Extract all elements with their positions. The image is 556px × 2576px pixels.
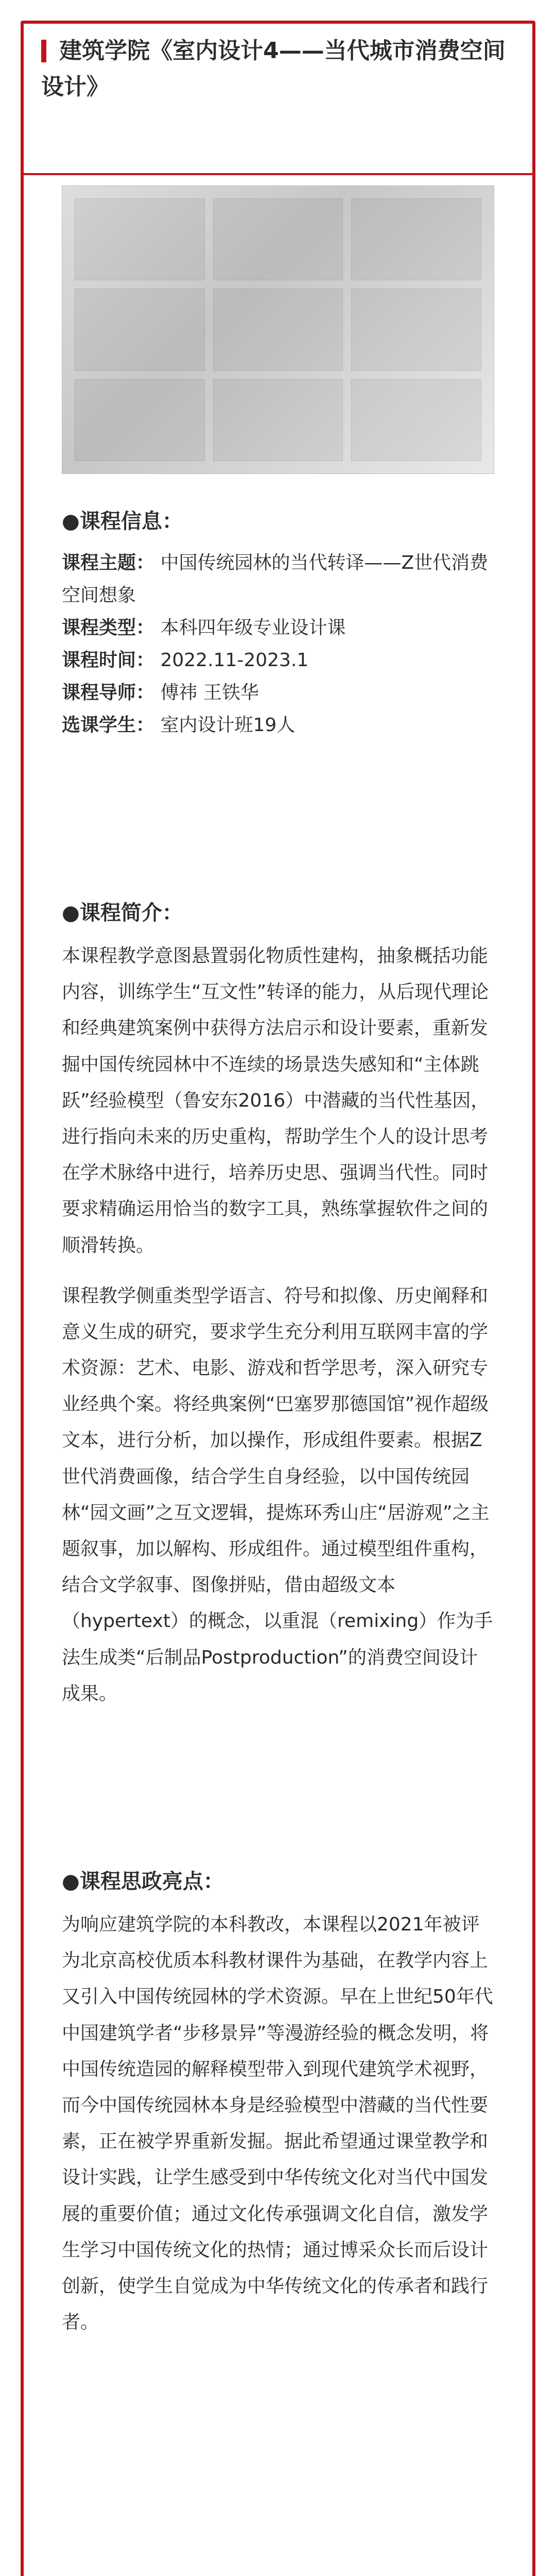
hero-image-tile xyxy=(351,198,481,280)
hero-image-tile xyxy=(75,379,205,461)
course-info-label: 选课学生： xyxy=(62,715,155,736)
ideology-heading: ●课程思政亮点： xyxy=(62,1870,224,1893)
hero-image-tile xyxy=(213,198,343,280)
hero-image-tile xyxy=(213,289,343,370)
course-info-value: 中国传统园林的当代转译——Z世代消费空间想象 xyxy=(62,552,489,606)
course-info-heading: ●课程信息： xyxy=(62,510,183,533)
course-info-label: 课程主题： xyxy=(62,552,155,573)
course-intro-heading: ●课程简介： xyxy=(62,901,183,925)
course-info-value: 室内设计班19人 xyxy=(160,715,296,736)
course-info-value: 2022.11-2023.1 xyxy=(160,650,309,671)
page-title: 建筑学院《室内设计4——当代城市消费空间设计》 xyxy=(41,38,506,100)
hero-image xyxy=(62,185,494,474)
hero-image-tile xyxy=(351,379,481,461)
course-intro-section xyxy=(62,896,494,1726)
course-info-label: 课程类型： xyxy=(62,617,155,638)
course-info-row xyxy=(62,709,494,741)
course-info-row xyxy=(62,612,494,644)
page-header xyxy=(21,21,535,175)
hero-image-tile xyxy=(213,379,343,461)
course-intro-paragraph: 课程教学侧重类型学语言、符号和拟像、历史阐释和意义生成的研究，要求学生充分利用互联网丰富的学术资源：艺术、电影、游戏和哲学思考，深入研究专业经典个案。将经典案例“巴塞罗那德国馆”视作超级文本，进行分析，加以操作，形成组件要素。根据Z世代消费画像，结合学生自身经验，以中国传统园林“园文画”之互文逻辑，提炼环秀山庄“居游观”之主题叙事，加以解构、形成组件。通过模型组件重构，结合文学叙事、图像拼贴，借由超级文本（hypertext）的概念，以重混（remixing）作为手法生成类“后制品Postproduction”的消费空间设计成果。 xyxy=(62,1285,493,1704)
hero-image-tile xyxy=(351,289,481,370)
course-info-label: 课程导师： xyxy=(62,682,155,703)
course-info-section xyxy=(62,505,494,741)
hero-image-grid xyxy=(75,198,481,461)
ideology-paragraph: 为响应建筑学院的本科教改，本课程以2021年被评为北京高校优质本科教材课件为基础，在教学内容上又引入中国传统园林的学术资源。早在上世纪50年代中国建筑学者“步移景异”等漫游经验的概念发明，将中国传统造园的解释模型带入到现代建筑学术视野，而今中国传统园林本身是经验模型中潜藏的当代性要素，正在被学界重新发掘。据此希望通过课堂教学和设计实践，让学生感受到中华传统文化对当代中国发展的重要价值；通过文化传承强调文化自信，激发学生学习中国传统文化的热情；通过博采众长而后设计创新，使学生自觉成为中华传统文化的传承者和践行者。 xyxy=(62,1914,493,2333)
ideology-section xyxy=(62,1865,494,2355)
course-intro-paragraph: 本课程教学意图悬置弱化物质性建构，抽象概括功能内容，训练学生“互文性”转译的能力，从后现代理论和经典建筑案例中获得方法启示和设计要素，重新发掘中国传统园林中不连续的场景迭失感知和“主体跳跃”经验模型（鲁安东2016）中潜藏的当代性基因，进行指向未来的历史重构，帮助学生个人的设计思考在学术脉络中进行，培养历史思、强调当代性。同时要求精确运用恰当的数字工具，熟练掌握软件之间的顺滑转换。 xyxy=(62,945,490,1256)
hero-image-tile xyxy=(75,289,205,370)
course-info-value: 傅祎 王铁华 xyxy=(160,682,259,703)
course-info-label: 课程时间： xyxy=(62,650,155,671)
title-accent-bar xyxy=(41,40,46,62)
course-info-row xyxy=(62,547,494,612)
hero-image-tile xyxy=(75,198,205,280)
course-info-row xyxy=(62,676,494,709)
course-info-row xyxy=(62,644,494,676)
course-info-value: 本科四年级专业设计课 xyxy=(160,617,346,638)
